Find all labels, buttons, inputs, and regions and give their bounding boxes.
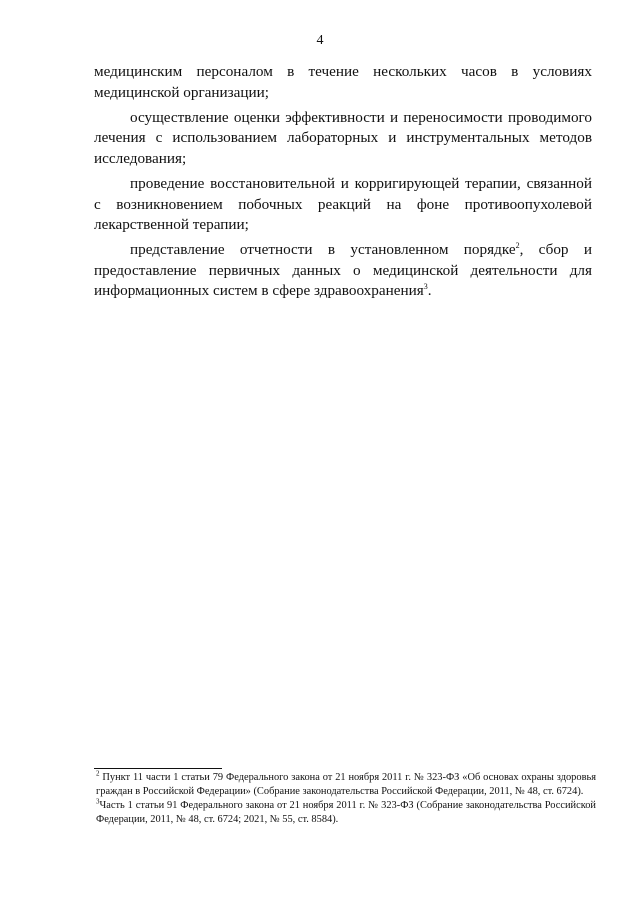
footnote-2 xyxy=(96,771,596,798)
paragraph-2: осуществление оценки эффективности и переносимости проводимого лечения с использованием лабораторных и инструментальных методов исследования; xyxy=(94,108,592,167)
footnote-reference-3: 3 xyxy=(423,282,428,292)
footnotes xyxy=(96,771,596,827)
footnote-separator xyxy=(94,768,222,769)
paragraph-4-text-middle: , сбор и предоставление первичных данных о медицинской деятельности для информационных систем в сфере здравоохранения xyxy=(94,241,592,300)
page-number: 4 xyxy=(316,33,324,48)
document-body xyxy=(94,62,592,307)
footnote-3-text: Часть 1 статьи 91 Федерального закона от 21 ноября 2011 г. № 323-ФЗ (Собрание законодательства Российской Федерации, 2011, № 48, ст. 6724; 2021, № 55, ст. 8584). xyxy=(96,800,596,825)
footnote-2-text: Пункт 11 части 1 статьи 79 Федерального закона от 21 ноября 2011 г. № 323-ФЗ «Об основах охраны здоровья граждан в Российской Федерации» (Собрание законодательства Российской Федерации, 2011, № 48, ст. 6724). xyxy=(96,772,596,797)
footnote-2-mark: 2 xyxy=(96,769,100,778)
footnote-3-mark: 3 xyxy=(96,797,100,806)
footnote-3 xyxy=(96,799,596,826)
footnote-reference-2: 2 xyxy=(515,241,520,251)
paragraph-4-text-start: представление отчетности в установленном порядке xyxy=(130,241,516,259)
paragraph-4-text-end: . xyxy=(427,282,432,300)
paragraph-4 xyxy=(94,240,592,302)
paragraph-1: медицинским персоналом в течение нескольких часов в условиях медицинской организации; xyxy=(94,63,592,101)
paragraph-3: проведение восстановительной и корригирующей терапии, связанной с возникновением побочных реакций на фоне противоопухолевой лекарственной терапии; xyxy=(94,174,592,234)
